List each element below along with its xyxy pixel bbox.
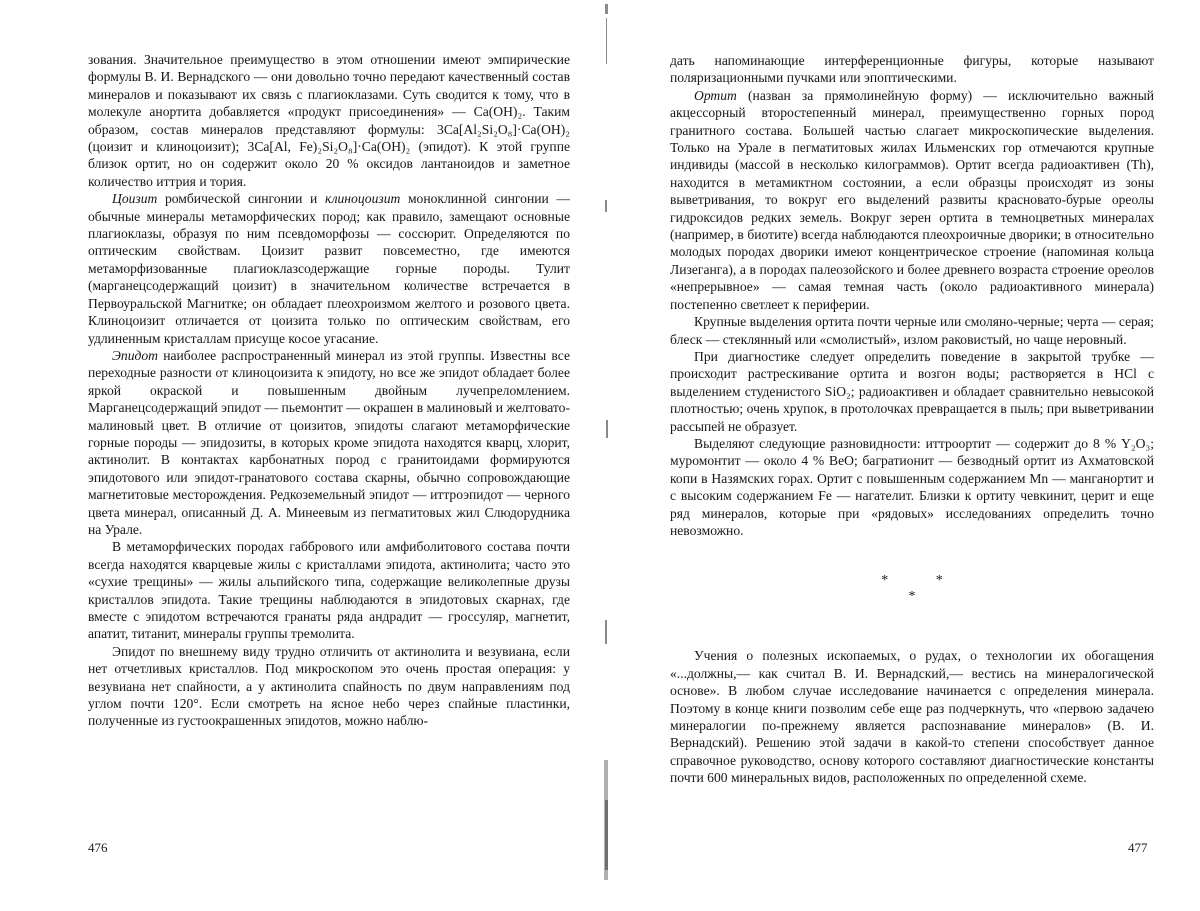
term-italic: клиноцоизит [324,191,401,207]
separator-stars-bottom: * [908,589,916,605]
right-page [600,0,1200,906]
gutter-scan-noise [598,0,616,906]
separator-stars-top: * * [881,573,965,589]
section-separator [670,573,1154,605]
paragraph: зования. Значительное преимущество в этом отношении имеют эмпирические формулы В. И. Вернадского — они довольно точно передают качественный состав минералов и показывают их связь с плагиоклазами. Суть сводится к тому, что в молекуле анортита добавляется «продукт присоединения» — Ca(OH)₂. Таким образом, состав минералов представляют формулы: 3Ca[Al₂Si₂O₈]·Ca(OH)₂ (цоизит и клиноцоизит); 3Ca[Al, Fe)₂Si₂O₈]·Ca(OH)₂ (эпидот). К этой группе близок ортит, но он содержит около 20 % оксидов лантаноидов и заметное количество иттрия и тория. [88,52,570,189]
paragraph: Выделяют следующие разновидности: иттроортит — содержит до 8 % Y₂O₃; муромонтит — около 4 % BeO; багратионит — безводный ортит из Ахматовской копи в Назямских горах. Ортит с повышенным содержанием Mn — манганортит и с высоким содержанием Fe — нагателит. Близки к ортиту чевкинит, церит и еще ряд минералов, которые при «рядовых» исследованиях определить точно невозможно. [670,435,1154,538]
paragraph: Цоизит ромбической сингонии и клиноцоизит моноклинной сингонии — обычные минералы метаморфических пород; как правило, замещают основные плагиоклазы, образуя по ним псевдоморфозы — соссюрит. Определяются по оптическим свойствам. Цоизит развит повсеместно, где имеются метаморфизованные плагиоклазсодержащие горные породы. Тулит (марганецсодержащий цоизит) в значительном количестве встречается в Первоуральской Магнитке; он обладает плеохроизмом желтого и розового цвета. Клиноцоизит отличается от цоизита только по оптическим свойствам, его удлиненным кристаллам присуще косое угасание. [88,191,570,346]
right-text-column [670,52,1154,787]
paragraph: Эпидот наиболее распространенный минерал из этой группы. Известны все переходные разности от клиноцоизита к эпидоту, но все же эпидот обладает более яркой окраской и повышенным двойным лучепреломлением. Марганецсодержащий эпидот — пьемонтит — окрашен в малиновый и желтовато-малиновый цвет. В отличие от цоизитов, эпидоты слагают метаморфические горные породы — эпидозиты, в которых кроме эпидота находятся кварц, хлорит, актинолит. В контактах карбонатных пород с гранитоидами формируются эпидотового или эпидот-гранатового состава скарны, обычно сопровождающие магнетитовые месторождения. Редкоземельный эпидот — иттроэпидот — черного цвета минерал, описанный Д. А. Минеевым из пегматитовых жил Слюдорудника на Урале. [88,347,570,537]
left-text-column [88,51,570,730]
paragraph: При диагностике следует определить поведение в закрытой трубке — происходит растрескивание ортита и возгон воды; растворяется в HCl с выделением студенистого SiO₂; радиоактивен и обладает сравнительно невысокой плотностью; очень хрупок, в протолочках превращается в пыль; при выветривании рассыпей не образует. [670,348,1154,434]
paragraph: Эпидот по внешнему виду трудно отличить от актинолита и везувиана, если нет отчетливых кристаллов. Под микроскопом это очень простая операция: у везувиана нет спайности, а у актинолита спайность по двум направлениям под углом почти 120°. Если смотреть на ясное небо через спайные пластинки, полученные из густоокрашенных эпидотов, можно наблю- [88,643,570,729]
page-number: 476 [88,840,108,855]
left-page [0,0,600,906]
paragraph: дать напоминающие интерференционные фигуры, которые называют поляризационными пучками или эпоптическими. [670,53,1154,86]
paragraph: В метаморфических породах габбрового или амфиболитового состава почти всегда находятся кварцевые жилы с кристаллами эпидота, актинолита; часто это «сухие трещины» — жилы альпийского типа, содержащие великолепные друзы кристаллов эпидота. Такие трещины наблюдаются в эпидотовых скарнах, где вместе с эпидотом встречаются гранаты ряда андрадит — гроссуляр, магнетит, апатит, титанит, минералы группы тремолита. [88,539,570,642]
paragraph: Крупные выделения ортита почти черные или смоляно-черные; черта — серая; блеск — стеклянный или «смолистый», излом раковистый, но чаще неровный. [670,314,1154,347]
term-italic: Эпидот [112,347,158,363]
book-gutter [598,0,616,906]
paragraph: Ортит (назван за прямолинейную форму) — исключительно важный акцессорный второстепенный минерал, преимущественно горных пород гранитного состава. Большей частью слагает микроскопические выделения. Только на Урале в пегматитовых жилах Ильменских гор отмечаются крупные индивиды (массой в несколько килограммов). Ортит всегда радиоактивен (Th), находится в метамиктном состоянии, а если образцы происходят из зоны выветривания, то вокруг его выделений развиты красновато-бурые ореолы гидроксидов редких земель. Вокруг зерен ортита в темноцветных минералах (например, в биотите) всегда наблюдаются плеохроичные дворики; в относительно молодых породах дворики имеют концентрическое строение (напоминая кольца Лизеганга), а в породах палеозойского и более древнего возраста строение ореолов «непрерывное» — самая темная часть (около радиоактивного минерала) постепенно светлеет к периферии. [670,87,1154,312]
term-italic: Цоизит [112,191,158,207]
term-italic: Ортит [694,87,737,103]
paragraph: Учения о полезных ископаемых, о рудах, о технологии их обогащения «...должны,— как считал В. И. Вернадский,— вестись на минералогической основе». В любом случае исследование начинается с определения минерала. Поэтому в конце книги позволим себе еще раз подчеркнуть, что «первою задачею минералогии по-прежнему является распознавание минералов» (В. И. Вернадский). Решению этой задачи в какой-то степени способствует данное справочное руководство, основу которого составляют диагностические константы почти 600 минеральных видов, расположенных по определенной схеме. [670,648,1154,786]
page-number: 477 [1128,840,1148,855]
